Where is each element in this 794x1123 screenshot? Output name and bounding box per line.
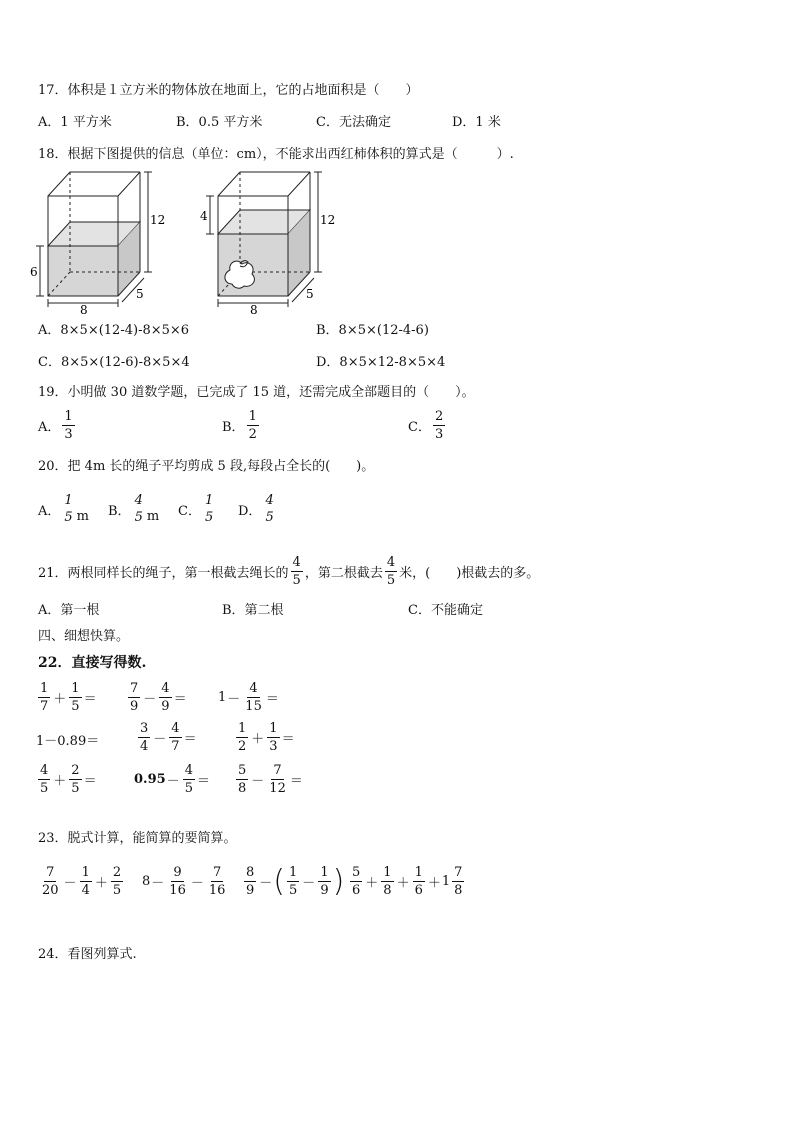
- numerator: 4: [184, 763, 193, 778]
- number: 1: [218, 690, 227, 705]
- numerator: 1: [81, 865, 90, 880]
- q21-stem: [38, 556, 539, 587]
- option-label: A．: [38, 420, 61, 435]
- minus-sign: －: [63, 876, 77, 891]
- denominator: 5: [292, 573, 301, 588]
- denominator: 5: [386, 573, 396, 588]
- q22-expr-5: [136, 722, 197, 753]
- q20-stem: 20．把 4m 长的绳子平均剪成 5 段,每段占全长的( )。: [38, 459, 375, 474]
- left-height-label: 12: [150, 213, 166, 227]
- plus-sign: ＋: [251, 732, 265, 747]
- q20-option-b: [108, 494, 159, 524]
- q21-stem-part: 米，( )根截去的多。: [399, 566, 540, 581]
- q23-expr-2: [142, 866, 229, 897]
- denominator: 5: [204, 510, 214, 525]
- numerator: 2: [112, 865, 122, 880]
- minus-sign: －: [143, 692, 157, 707]
- q20-option-a: [38, 494, 89, 524]
- q24-stem: 24．看图列算式.: [38, 947, 137, 962]
- numerator: 1: [414, 865, 423, 880]
- plus-sign: ＋: [427, 876, 441, 891]
- fraction: [203, 494, 215, 524]
- denominator: 5: [40, 781, 49, 796]
- right-length-label: 8: [250, 303, 258, 316]
- q23-expr-3: [242, 863, 345, 899]
- numerator: 7: [46, 865, 55, 880]
- fraction: [385, 556, 397, 587]
- minus-sign: －: [190, 876, 204, 891]
- left-paren: (: [273, 863, 286, 899]
- left-water-label: 6: [30, 265, 38, 279]
- q21-option-a: A．第一根: [38, 603, 100, 618]
- q19-stem: 19．小明做 30 道数学题，已完成了 15 道，还需完成全部题目的（ ）。: [38, 385, 475, 400]
- right-height-label: 12: [320, 213, 336, 227]
- q23-stem: 23．脱式计算，能简算的要简算。: [38, 831, 237, 846]
- numerator: 5: [352, 865, 361, 880]
- equals-sign: ＝: [83, 692, 97, 707]
- plus-sign: ＋: [365, 876, 379, 891]
- denominator: 8: [238, 781, 247, 796]
- numerator: 1: [64, 493, 73, 508]
- fraction: [263, 494, 275, 524]
- q22-expr-7: [36, 764, 97, 795]
- denominator: 3: [434, 427, 444, 442]
- numerator: 7: [130, 681, 139, 696]
- equals-sign: ＝: [196, 774, 210, 789]
- left-length-label: 8: [80, 303, 88, 316]
- q21-option-b: B．第二根: [222, 603, 284, 618]
- q17-option-d: D．1 米: [452, 115, 501, 130]
- denominator: 2: [248, 427, 257, 442]
- fraction: [291, 556, 303, 587]
- fraction: [62, 494, 74, 524]
- right-paren: ): [332, 863, 345, 899]
- plus-sign: ＋: [94, 876, 108, 891]
- q18-option-a: A．8×5×(12-4)-8×5×6: [38, 323, 190, 338]
- q18-stem: 18．根据下图提供的信息（单位：cm），不能求出西红柿体积的算式是（ ）.: [38, 147, 514, 162]
- numerator: 1: [40, 681, 49, 696]
- q22-expr-9: [234, 764, 303, 795]
- q19-option-b: [222, 410, 261, 441]
- q18-option-d: D．8×5×12-8×5×4: [316, 355, 446, 370]
- option-label: D．: [238, 503, 262, 519]
- q17-option-b: B．0.5 平方米: [176, 115, 263, 130]
- denominator: 16: [169, 883, 186, 898]
- option-label: A．: [38, 503, 61, 519]
- denominator: 4: [81, 883, 90, 898]
- minus-sign: －: [227, 692, 241, 707]
- equals-sign: ＝: [289, 774, 303, 789]
- numerator: 4: [161, 681, 170, 696]
- equals-sign: ＝: [173, 692, 187, 707]
- minus-sign: －: [302, 876, 316, 891]
- fraction: [247, 410, 259, 441]
- denominator: 9: [130, 699, 139, 714]
- section-heading: 四、细想快算。: [38, 629, 130, 644]
- numerator: 3: [140, 721, 149, 736]
- q23-expr-4: [348, 866, 466, 897]
- q18-option-c: C．8×5×(12-6)-8×5×4: [38, 355, 190, 370]
- denominator: 9: [246, 883, 255, 898]
- q17-option-a: A．1 平方米: [38, 115, 112, 130]
- option-label: B．: [222, 420, 245, 435]
- numerator: 7: [273, 763, 282, 778]
- equals-sign: ＝: [183, 732, 197, 747]
- q23-expr-1: [38, 866, 125, 897]
- denominator: 7: [171, 739, 180, 754]
- denominator: 5: [112, 883, 122, 898]
- plus-sign: ＋: [53, 774, 67, 789]
- numerator: 4: [134, 493, 143, 508]
- q22-expr-8: [134, 764, 210, 795]
- container-figure-left: [30, 166, 170, 316]
- denominator: 5: [265, 510, 274, 525]
- q19-option-a: [38, 410, 77, 441]
- denominator: 20: [42, 883, 59, 898]
- numerator: 1: [320, 865, 329, 880]
- right-gap-label: 4: [200, 209, 208, 223]
- numerator: 1: [289, 865, 298, 880]
- q17-stem: 17．体积是１立方米的物体放在地面上，它的占地面积是（ ）: [38, 83, 419, 98]
- number: 8: [142, 874, 151, 889]
- denominator: 15: [245, 699, 262, 714]
- denominator: 6: [414, 883, 423, 898]
- q20-option-d: [238, 494, 278, 524]
- fraction: [133, 494, 145, 524]
- denominator: 16: [208, 883, 226, 898]
- q21-stem-part: ，第二根截去: [304, 566, 383, 581]
- option-label: C．: [408, 420, 431, 435]
- q22-stem: 22．直接写得数.: [38, 655, 147, 671]
- numerator: 8: [246, 865, 255, 880]
- number: 1: [441, 874, 451, 889]
- numerator: 1: [269, 721, 278, 736]
- container-figure-right: [200, 166, 340, 316]
- numerator: 1: [204, 493, 214, 508]
- plus-sign: ＋: [53, 692, 67, 707]
- numerator: 1: [71, 681, 80, 696]
- denominator: 9: [161, 699, 170, 714]
- denominator: 12: [269, 781, 286, 796]
- numerator: 4: [265, 493, 274, 508]
- q22-expr-6: [234, 722, 295, 753]
- plus-sign: ＋: [396, 876, 410, 891]
- denominator: 3: [64, 427, 73, 442]
- minus-sign: －: [151, 876, 165, 891]
- denominator: 7: [40, 699, 49, 714]
- fraction: [433, 410, 445, 441]
- denominator: 9: [320, 883, 329, 898]
- q18-option-b: B．8×5×(12-4-6): [316, 323, 429, 338]
- numerator: 4: [171, 721, 180, 736]
- equals-sign: ＝: [83, 774, 97, 789]
- equals-sign: ＝: [281, 732, 295, 747]
- left-width-label: 5: [136, 287, 144, 301]
- fraction: [62, 410, 74, 441]
- numerator: 4: [249, 681, 258, 696]
- unit: m: [146, 508, 160, 524]
- q21-stem-part: 21．两根同样长的绳子，第一根截去绳长的: [38, 566, 289, 581]
- numerator: 1: [238, 721, 247, 736]
- numerator: 5: [238, 763, 247, 778]
- numerator: 7: [454, 865, 463, 880]
- option-label: C．: [178, 503, 201, 519]
- q22-expr-2: [126, 682, 187, 713]
- minus-sign: －: [259, 876, 273, 891]
- denominator: 5: [134, 510, 143, 525]
- numerator: 1: [383, 865, 392, 880]
- numerator: 1: [64, 409, 73, 424]
- q19-option-c: [408, 410, 447, 441]
- unit: m: [76, 508, 89, 524]
- numerator: 4: [292, 555, 301, 570]
- numerator: 7: [212, 865, 222, 880]
- q21-option-c: C．不能确定: [408, 603, 483, 618]
- denominator: 5: [64, 510, 73, 525]
- denominator: 5: [184, 781, 193, 796]
- numerator: 2: [434, 409, 444, 424]
- numerator: 9: [173, 865, 182, 880]
- equals-sign: ＝: [265, 692, 279, 707]
- denominator: 3: [269, 739, 278, 754]
- numerator: 1: [248, 409, 257, 424]
- q22-expr-3: [218, 682, 279, 713]
- minus-sign: －: [153, 732, 167, 747]
- q20-option-c: [178, 494, 217, 524]
- numerator: 4: [40, 763, 49, 778]
- denominator: 8: [383, 883, 392, 898]
- denominator: 8: [454, 883, 463, 898]
- denominator: 5: [71, 699, 80, 714]
- minus-sign: －: [251, 774, 265, 789]
- option-label: B．: [108, 503, 131, 519]
- q22-expr-1: [36, 682, 97, 713]
- right-width-label: 5: [306, 287, 314, 301]
- denominator: 6: [352, 883, 361, 898]
- numerator: 2: [71, 763, 80, 778]
- q17-option-c: C．无法确定: [316, 115, 391, 130]
- denominator: 5: [71, 781, 80, 796]
- denominator: 2: [238, 739, 247, 754]
- numerator: 4: [386, 555, 396, 570]
- denominator: 5: [289, 883, 298, 898]
- number: 0.95: [134, 772, 166, 787]
- q22-expr-4: 1－0.89＝: [36, 734, 100, 749]
- denominator: 4: [140, 739, 149, 754]
- minus-sign: －: [166, 774, 180, 789]
